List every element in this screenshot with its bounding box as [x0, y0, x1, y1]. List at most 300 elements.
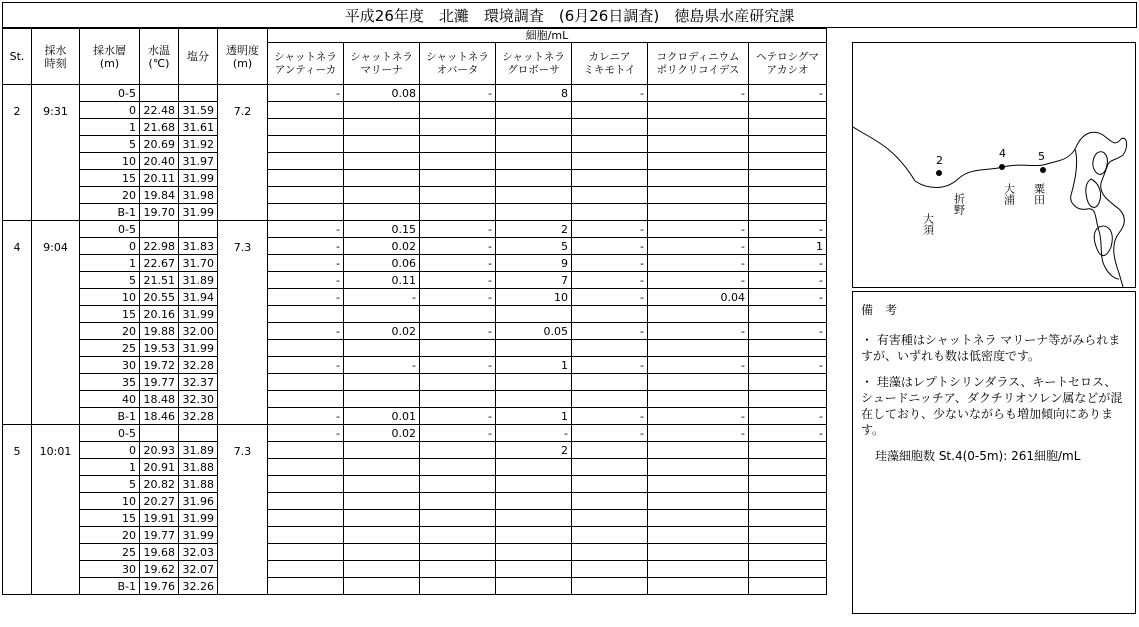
cell-count-1: [344, 306, 420, 323]
cell-count-0: -: [268, 255, 344, 272]
temperature-cell: 20.91: [140, 459, 179, 476]
cell-count-2: [420, 391, 496, 408]
salinity-cell: 32.26: [179, 578, 218, 595]
cell-count-5: [648, 527, 749, 544]
temperature-cell: 20.69: [140, 136, 179, 153]
table-row: [3, 340, 827, 357]
cell-count-0: -: [268, 357, 344, 374]
temperature-cell: 22.48: [140, 102, 179, 119]
cell-count-1: [344, 391, 420, 408]
salinity-cell: [179, 85, 218, 102]
cell-count-5: [648, 476, 749, 493]
station-dot-2: [936, 170, 942, 176]
cell-count-5: -: [648, 425, 749, 442]
salinity-cell: 31.88: [179, 476, 218, 493]
cell-count-2: [420, 153, 496, 170]
cell-count-0: -: [268, 323, 344, 340]
cell-count-6: [749, 187, 827, 204]
salinity-cell: 31.99: [179, 527, 218, 544]
cell-count-5: -: [648, 255, 749, 272]
cell-count-5: -: [648, 238, 749, 255]
depth-cell: 5: [80, 136, 140, 153]
cell-count-3: [496, 493, 572, 510]
temperature-cell: 21.68: [140, 119, 179, 136]
cell-count-5: [648, 204, 749, 221]
depth-cell: 1: [80, 119, 140, 136]
depth-cell: 0-5: [80, 425, 140, 442]
cell-count-5: -: [648, 357, 749, 374]
cell-count-5: [648, 119, 749, 136]
cell-count-3: [496, 561, 572, 578]
table-row: [3, 272, 827, 289]
cell-count-4: [572, 119, 648, 136]
header-species-0: シャットネラ アンティーカ: [268, 43, 344, 85]
table-row: [3, 85, 827, 102]
cell-count-3: 1: [496, 408, 572, 425]
cell-count-1: [344, 153, 420, 170]
cell-count-2: -: [420, 238, 496, 255]
cell-count-0: [268, 119, 344, 136]
cell-count-2: [420, 306, 496, 323]
place-oura: 大浦: [1002, 183, 1016, 205]
table-row: [3, 561, 827, 578]
salinity-cell: 31.70: [179, 255, 218, 272]
salinity-cell: 32.07: [179, 561, 218, 578]
cell-count-5: -: [648, 272, 749, 289]
salinity-cell: 31.99: [179, 510, 218, 527]
depth-cell: 1: [80, 255, 140, 272]
temperature-cell: 19.68: [140, 544, 179, 561]
cell-count-3: [496, 204, 572, 221]
temperature-cell: 19.77: [140, 527, 179, 544]
salinity-cell: 31.89: [179, 272, 218, 289]
cell-count-1: -: [344, 357, 420, 374]
table-row: [3, 442, 827, 459]
cell-count-0: [268, 391, 344, 408]
cell-count-1: [344, 170, 420, 187]
cell-count-2: -: [420, 221, 496, 238]
cell-count-3: 2: [496, 442, 572, 459]
cell-count-3: 9: [496, 255, 572, 272]
salinity-cell: [179, 221, 218, 238]
table-row: [3, 459, 827, 476]
cell-count-2: [420, 493, 496, 510]
cell-count-5: [648, 306, 749, 323]
cell-count-4: [572, 306, 648, 323]
station-number: 2: [3, 85, 32, 221]
cell-count-4: [572, 136, 648, 153]
survey-data-table: [2, 28, 827, 595]
cell-count-4: [572, 204, 648, 221]
cell-count-4: -: [572, 408, 648, 425]
cell-count-4: -: [572, 289, 648, 306]
temperature-cell: [140, 425, 179, 442]
cell-count-1: [344, 187, 420, 204]
table-row: [3, 578, 827, 595]
temperature-cell: [140, 85, 179, 102]
temperature-cell: 20.55: [140, 289, 179, 306]
cell-count-0: [268, 340, 344, 357]
cell-count-0: [268, 442, 344, 459]
depth-cell: 10: [80, 289, 140, 306]
cell-count-0: -: [268, 238, 344, 255]
cell-count-5: [648, 544, 749, 561]
depth-cell: 0-5: [80, 221, 140, 238]
table-row: [3, 527, 827, 544]
salinity-cell: 31.96: [179, 493, 218, 510]
cell-count-1: 0.15: [344, 221, 420, 238]
cell-count-1: [344, 544, 420, 561]
cell-count-5: [648, 510, 749, 527]
cell-count-3: [496, 102, 572, 119]
cell-count-0: [268, 204, 344, 221]
header-species-2: シャットネラ オバータ: [420, 43, 496, 85]
cell-count-5: [648, 374, 749, 391]
cell-count-3: [496, 306, 572, 323]
salinity-cell: 32.28: [179, 357, 218, 374]
cell-count-6: [749, 119, 827, 136]
cell-count-6: -: [749, 323, 827, 340]
cell-count-0: [268, 544, 344, 561]
cell-count-3: [496, 340, 572, 357]
table-row: [3, 119, 827, 136]
cell-count-3: [496, 153, 572, 170]
cell-count-6: [749, 493, 827, 510]
coastline: [853, 127, 1127, 287]
cell-count-2: [420, 136, 496, 153]
cell-count-5: -: [648, 408, 749, 425]
temperature-cell: 20.27: [140, 493, 179, 510]
depth-cell: 20: [80, 323, 140, 340]
table-row: [3, 510, 827, 527]
cell-count-2: -: [420, 272, 496, 289]
cell-count-3: 10: [496, 289, 572, 306]
depth-cell: 5: [80, 272, 140, 289]
header-time: 採水 時刻: [32, 29, 80, 85]
cell-count-1: [344, 476, 420, 493]
cell-count-6: [749, 442, 827, 459]
table-row: [3, 544, 827, 561]
salinity-cell: 31.83: [179, 238, 218, 255]
cell-count-2: [420, 476, 496, 493]
header-species-4: カレニア ミキモトイ: [572, 43, 648, 85]
cell-count-6: [749, 544, 827, 561]
cell-count-0: [268, 527, 344, 544]
cell-count-2: -: [420, 85, 496, 102]
cell-count-6: [749, 527, 827, 544]
cell-count-5: [648, 102, 749, 119]
cell-count-6: -: [749, 408, 827, 425]
cell-count-4: [572, 374, 648, 391]
station-dot-4: [999, 164, 1005, 170]
cell-count-1: [344, 510, 420, 527]
salinity-cell: 31.92: [179, 136, 218, 153]
depth-cell: 0-5: [80, 85, 140, 102]
cell-count-0: [268, 561, 344, 578]
temperature-cell: 19.76: [140, 578, 179, 595]
depth-cell: 30: [80, 561, 140, 578]
table-row: [3, 136, 827, 153]
cell-count-6: -: [749, 425, 827, 442]
cell-count-3: [496, 136, 572, 153]
cell-count-4: [572, 153, 648, 170]
cell-count-4: -: [572, 255, 648, 272]
transparency-value: 7.3: [218, 425, 268, 595]
cell-count-0: [268, 170, 344, 187]
cell-count-3: [496, 510, 572, 527]
cell-count-1: [344, 136, 420, 153]
cell-count-0: -: [268, 272, 344, 289]
cell-count-3: [496, 391, 572, 408]
place-orino: 折野: [952, 193, 966, 215]
cell-count-5: 0.04: [648, 289, 749, 306]
station-number: 5: [3, 425, 32, 595]
cell-count-1: 0.11: [344, 272, 420, 289]
cell-count-0: -: [268, 425, 344, 442]
cell-count-0: [268, 136, 344, 153]
cell-count-3: 7: [496, 272, 572, 289]
cell-count-6: -: [749, 85, 827, 102]
cell-count-5: [648, 340, 749, 357]
cell-count-3: [496, 187, 572, 204]
cell-count-5: [648, 493, 749, 510]
temperature-cell: 19.72: [140, 357, 179, 374]
depth-cell: 30: [80, 357, 140, 374]
cell-count-5: -: [648, 323, 749, 340]
table-row: [3, 153, 827, 170]
cell-count-0: [268, 459, 344, 476]
depth-cell: 10: [80, 153, 140, 170]
sheet-title: 平成26年度 北灘 環境調査 (6月26日調査) 徳島県水産研究課: [2, 2, 1137, 28]
cell-count-6: [749, 170, 827, 187]
cell-count-6: [749, 561, 827, 578]
remarks-panel: [852, 291, 1136, 614]
cell-count-6: [749, 374, 827, 391]
cell-count-0: -: [268, 221, 344, 238]
depth-cell: 1: [80, 459, 140, 476]
header-species-3: シャットネラ グロボーサ: [496, 43, 572, 85]
cell-count-2: [420, 340, 496, 357]
table-row: [3, 289, 827, 306]
remark-harmful-species: ・ 有害種はシャットネラ マリーナ等がみられますが、いずれも数は低密度です。: [861, 333, 1121, 363]
cell-count-4: [572, 578, 648, 595]
cell-count-0: [268, 102, 344, 119]
temperature-cell: 18.46: [140, 408, 179, 425]
remark-diatoms: ・ 珪藻はレプトシリンダラス、キートセロス、シュードニッチア、ダクチリオソレン属などが混在しており、少ないながらも増加傾向にあります。: [861, 375, 1123, 437]
cell-count-6: -: [749, 289, 827, 306]
cell-count-6: [749, 306, 827, 323]
header-species-1: シャットネラ マリーナ: [344, 43, 420, 85]
depth-cell: 0: [80, 238, 140, 255]
cell-count-4: [572, 510, 648, 527]
cell-count-0: [268, 153, 344, 170]
cell-count-4: -: [572, 85, 648, 102]
temperature-cell: 20.16: [140, 306, 179, 323]
cell-count-5: [648, 578, 749, 595]
cell-count-5: [648, 459, 749, 476]
cell-count-6: [749, 476, 827, 493]
table-row: [3, 187, 827, 204]
temperature-cell: 20.11: [140, 170, 179, 187]
cell-count-5: [648, 561, 749, 578]
depth-cell: 5: [80, 476, 140, 493]
cell-count-4: -: [572, 323, 648, 340]
cell-count-0: [268, 187, 344, 204]
cell-count-4: [572, 493, 648, 510]
station-map: [852, 42, 1136, 288]
cell-count-2: [420, 442, 496, 459]
salinity-cell: [179, 425, 218, 442]
cell-count-3: [496, 578, 572, 595]
depth-cell: 25: [80, 544, 140, 561]
salinity-cell: 32.37: [179, 374, 218, 391]
cell-count-4: [572, 391, 648, 408]
remarks-heading: 備 考: [861, 303, 898, 317]
cell-count-4: -: [572, 425, 648, 442]
temperature-cell: [140, 221, 179, 238]
cell-count-0: -: [268, 289, 344, 306]
cell-count-4: [572, 561, 648, 578]
table-row: [3, 323, 827, 340]
cell-count-4: -: [572, 272, 648, 289]
temperature-cell: 19.77: [140, 374, 179, 391]
cell-count-6: [749, 153, 827, 170]
header-transparency: 透明度 (m): [218, 29, 268, 85]
cell-count-0: [268, 493, 344, 510]
cell-count-5: -: [648, 85, 749, 102]
temperature-cell: 21.51: [140, 272, 179, 289]
depth-cell: 20: [80, 527, 140, 544]
cell-count-1: 0.01: [344, 408, 420, 425]
cell-count-6: [749, 204, 827, 221]
table-row: [3, 493, 827, 510]
temperature-cell: 22.67: [140, 255, 179, 272]
cell-count-6: [749, 391, 827, 408]
cell-count-0: -: [268, 85, 344, 102]
cell-count-5: [648, 442, 749, 459]
cell-count-1: 0.02: [344, 425, 420, 442]
temperature-cell: 19.53: [140, 340, 179, 357]
cell-count-0: [268, 510, 344, 527]
temperature-cell: 20.82: [140, 476, 179, 493]
table-row: [3, 170, 827, 187]
cell-count-2: [420, 527, 496, 544]
cell-count-4: -: [572, 238, 648, 255]
cell-count-6: [749, 578, 827, 595]
cell-count-5: [648, 391, 749, 408]
cell-count-3: 5: [496, 238, 572, 255]
depth-cell: 10: [80, 493, 140, 510]
cell-count-1: [344, 578, 420, 595]
depth-cell: 0: [80, 442, 140, 459]
cell-count-1: [344, 493, 420, 510]
cell-count-6: 1: [749, 238, 827, 255]
depth-cell: 35: [80, 374, 140, 391]
cell-count-3: [496, 544, 572, 561]
cell-count-4: -: [572, 357, 648, 374]
table-row: [3, 476, 827, 493]
cell-count-2: -: [420, 408, 496, 425]
header-salinity: 塩分: [179, 29, 218, 85]
cell-count-1: 0.06: [344, 255, 420, 272]
salinity-cell: 31.61: [179, 119, 218, 136]
salinity-cell: 31.99: [179, 306, 218, 323]
cell-count-0: -: [268, 408, 344, 425]
cell-count-1: -: [344, 289, 420, 306]
salinity-cell: 32.00: [179, 323, 218, 340]
cell-count-4: [572, 476, 648, 493]
header-species-5: コクロディニウム ポリクリコイデス: [648, 43, 749, 85]
cell-count-2: -: [420, 425, 496, 442]
cell-count-4: [572, 340, 648, 357]
cell-count-2: -: [420, 323, 496, 340]
cell-count-2: [420, 204, 496, 221]
cell-count-3: -: [496, 425, 572, 442]
temperature-cell: 20.40: [140, 153, 179, 170]
transparency-value: 7.2: [218, 85, 268, 221]
cell-count-2: [420, 578, 496, 595]
table-row: [3, 425, 827, 442]
header-st: St.: [3, 29, 32, 85]
cell-count-4: [572, 459, 648, 476]
coastline-map: [853, 43, 1135, 287]
salinity-cell: 31.89: [179, 442, 218, 459]
cell-count-2: [420, 119, 496, 136]
cell-count-2: [420, 374, 496, 391]
cell-count-1: [344, 340, 420, 357]
salinity-cell: 31.99: [179, 340, 218, 357]
temperature-cell: 19.84: [140, 187, 179, 204]
cell-count-2: -: [420, 255, 496, 272]
temperature-cell: 22.98: [140, 238, 179, 255]
depth-cell: B-1: [80, 408, 140, 425]
table-row: [3, 374, 827, 391]
depth-cell: B-1: [80, 204, 140, 221]
salinity-cell: 31.97: [179, 153, 218, 170]
depth-cell: 40: [80, 391, 140, 408]
table-row: [3, 221, 827, 238]
salinity-cell: 32.28: [179, 408, 218, 425]
cell-count-1: 0.08: [344, 85, 420, 102]
table-row: [3, 102, 827, 119]
cell-count-2: [420, 102, 496, 119]
cell-count-6: -: [749, 221, 827, 238]
header-species-6: ヘテロシグマ アカシオ: [749, 43, 827, 85]
cell-count-3: [496, 374, 572, 391]
cell-count-4: [572, 102, 648, 119]
cell-count-0: [268, 374, 344, 391]
cell-count-5: [648, 153, 749, 170]
cell-count-3: [496, 476, 572, 493]
table-row: [3, 357, 827, 374]
cell-count-6: -: [749, 272, 827, 289]
cell-count-1: [344, 459, 420, 476]
depth-cell: 0: [80, 102, 140, 119]
cell-count-6: [749, 136, 827, 153]
lower-island: [1094, 226, 1112, 255]
cell-count-5: -: [648, 221, 749, 238]
cell-count-1: [344, 204, 420, 221]
cell-count-2: -: [420, 289, 496, 306]
cell-count-0: [268, 578, 344, 595]
table-row: [3, 306, 827, 323]
station-label-5: 5: [1038, 150, 1045, 163]
cell-count-0: [268, 306, 344, 323]
cell-count-1: [344, 119, 420, 136]
cell-count-6: [749, 340, 827, 357]
sample-time: 9:31: [32, 85, 80, 221]
salinity-cell: 32.30: [179, 391, 218, 408]
